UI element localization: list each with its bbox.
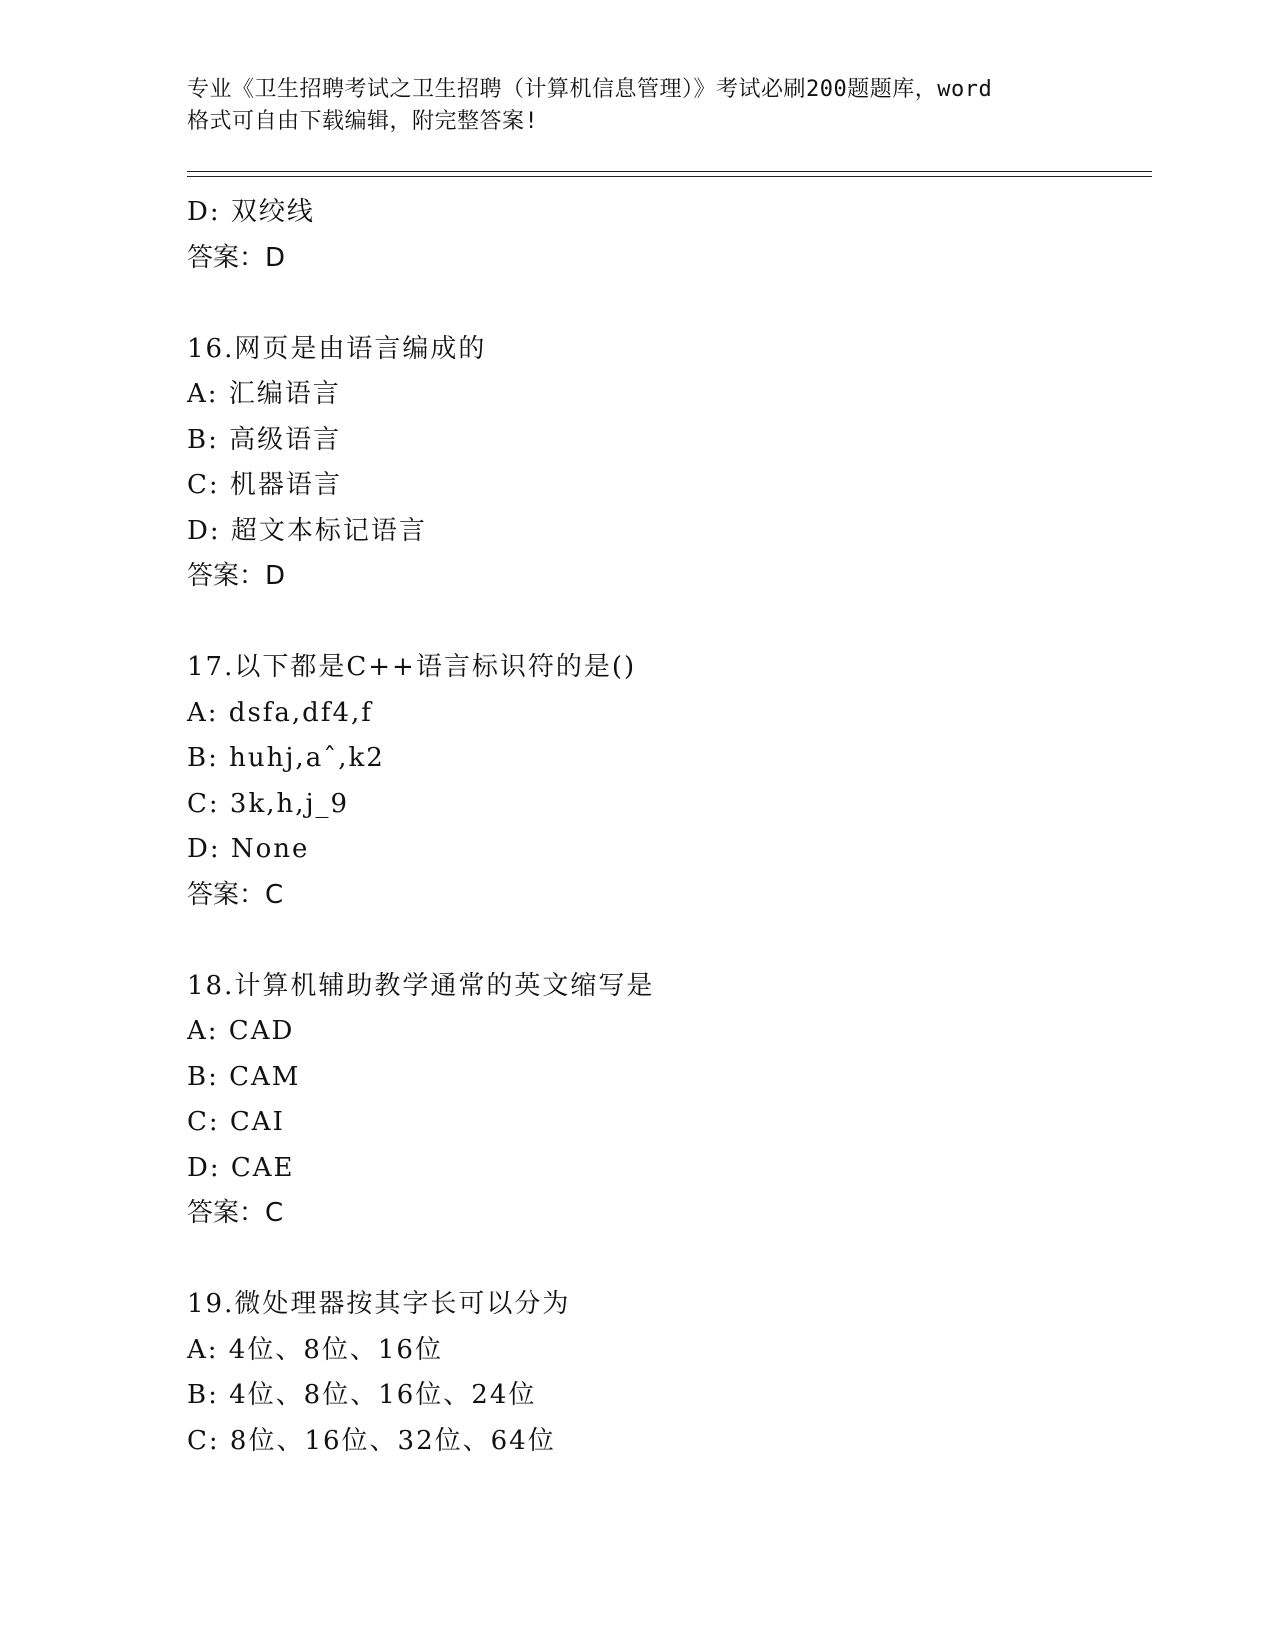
option-a: A: 汇编语言	[187, 379, 341, 409]
option-a: A: dsfa,df4,f	[187, 697, 373, 728]
block-spacer	[187, 918, 1147, 964]
option-a: A: CAD	[187, 1016, 295, 1046]
question-block-17	[187, 645, 1147, 918]
question-title: 18.计算机辅助教学通常的英文缩写是	[187, 970, 655, 1001]
question-title: 19.微处理器按其字长可以分为	[187, 1289, 571, 1319]
header-line-1: 专业《卫生招聘考试之卫生招聘（计算机信息管理）》考试必刷200题题库，word	[187, 77, 993, 102]
option-c: C: 3k,h,j_9	[187, 788, 350, 819]
question-block-15	[187, 190, 1147, 281]
option-c: C: 机器语言	[187, 470, 342, 500]
option-a: A: 4位、8位、16位	[187, 1334, 443, 1365]
option-c: C: 8位、16位、32位、64位	[187, 1425, 556, 1456]
option-d: D: None	[187, 834, 310, 864]
option-b: B: CAM	[187, 1061, 301, 1092]
option-d: D: 双绞线	[187, 197, 315, 227]
question-title: 16.网页是由语言编成的	[187, 333, 487, 364]
block-spacer	[187, 1237, 1147, 1283]
answer-line: 答案：C	[187, 1198, 284, 1228]
question-block-16	[187, 327, 1147, 600]
question-list	[187, 190, 1147, 1464]
document-header	[187, 74, 1097, 138]
answer-line: 答案：C	[187, 879, 284, 910]
option-d: D: 超文本标记语言	[187, 515, 427, 546]
option-b: B: 高级语言	[187, 424, 342, 455]
option-b: B: huhj,aˆ,k2	[187, 743, 385, 773]
option-b: B: 4位、8位、16位、24位	[187, 1380, 537, 1410]
header-divider-bottom	[187, 176, 1152, 177]
answer-line: 答案：D	[187, 242, 286, 273]
header-divider-top	[187, 171, 1152, 172]
block-spacer	[187, 600, 1147, 646]
option-d: D: CAE	[187, 1152, 295, 1183]
answer-line: 答案：D	[187, 561, 286, 591]
question-block-18	[187, 964, 1147, 1237]
header-line-2: 格式可自由下载编辑，附完整答案!	[187, 109, 539, 134]
question-title: 17.以下都是C++语言标识符的是()	[187, 652, 637, 682]
block-spacer	[187, 281, 1147, 327]
question-block-19	[187, 1282, 1147, 1464]
option-c: C: CAI	[187, 1107, 285, 1137]
